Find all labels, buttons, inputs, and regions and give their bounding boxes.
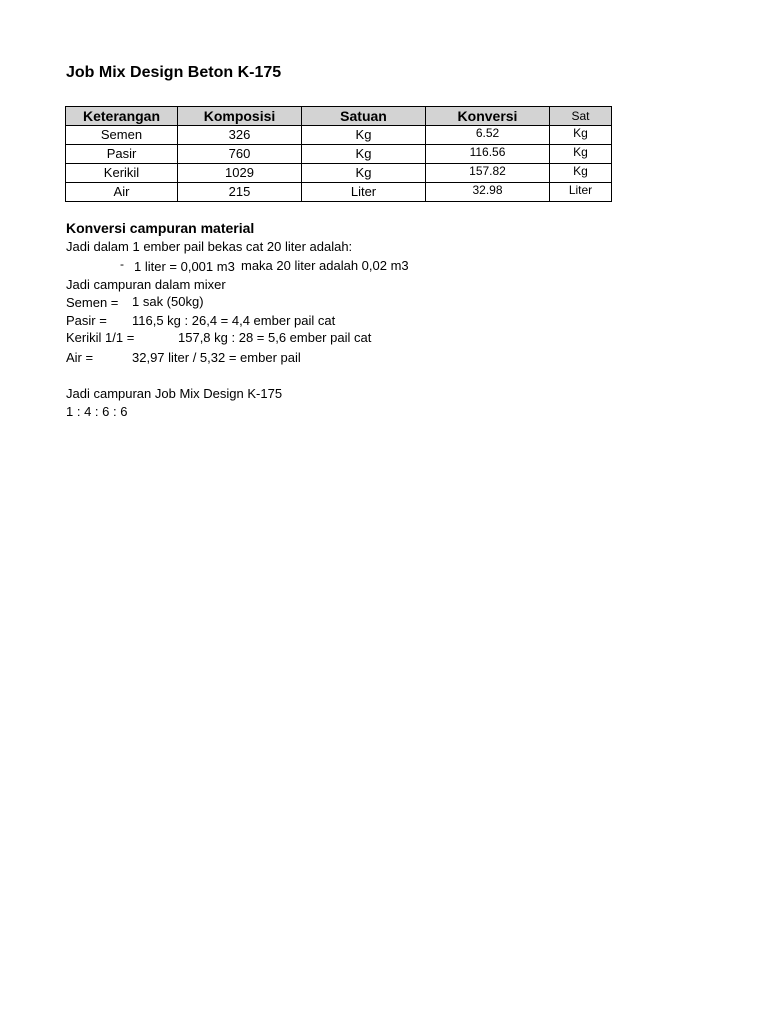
column-header-komposisi: Komposisi: [178, 107, 302, 126]
conversion-heading: Konversi campuran material: [66, 220, 255, 236]
table-row: [66, 164, 612, 183]
item-label-pasir: Pasir =: [66, 313, 107, 328]
table-cell: 326: [178, 126, 302, 145]
table-cell: Kg: [550, 164, 612, 183]
table-cell: Kerikil: [66, 164, 178, 183]
job-mix-table: [65, 106, 612, 202]
mix-ratio: 1 : 4 : 6 : 6: [66, 404, 128, 419]
item-value-semen: 1 sak (50kg): [132, 294, 204, 309]
conversion-intro: Jadi dalam 1 ember pail bekas cat 20 liter adalah:: [66, 239, 353, 254]
item-label-semen: Semen =: [66, 295, 119, 310]
table-header-row: [66, 107, 612, 126]
table-cell: Liter: [302, 183, 426, 202]
table-cell: 215: [178, 183, 302, 202]
table-cell: Kg: [550, 145, 612, 164]
item-value-pasir: 116,5 kg : 26,4 = 4,4 ember pail cat: [132, 313, 336, 328]
table-cell: Air: [66, 183, 178, 202]
column-header-keterangan: Keterangan: [66, 107, 178, 126]
table-row: [66, 183, 612, 202]
bullet-dash: -: [120, 257, 124, 271]
table-cell: Kg: [302, 164, 426, 183]
table-row: [66, 126, 612, 145]
bullet-text: 1 liter = 0,001 m3: [134, 259, 235, 274]
table-cell: 157.82: [426, 164, 550, 183]
summary-label: Jadi campuran Job Mix Design K-175: [66, 386, 283, 401]
table-cell: Liter: [550, 183, 612, 202]
table-cell: Kg: [302, 126, 426, 145]
table-cell: Pasir: [66, 145, 178, 164]
item-value-kerikil: 157,8 kg : 28 = 5,6 ember pail cat: [178, 330, 372, 345]
mixer-intro: Jadi campuran dalam mixer: [66, 277, 226, 292]
document-title: Job Mix Design Beton K-175: [66, 64, 282, 81]
column-header-konversi: Konversi: [426, 107, 550, 126]
table-cell: Semen: [66, 126, 178, 145]
table-cell: Kg: [550, 126, 612, 145]
column-header-satuan: Satuan: [302, 107, 426, 126]
table-cell: Kg: [302, 145, 426, 164]
item-label-air: Air =: [66, 350, 94, 365]
item-value-air: 32,97 liter / 5,32 = ember pail: [132, 350, 301, 365]
table-row: [66, 145, 612, 164]
table-cell: 1029: [178, 164, 302, 183]
item-label-kerikil: Kerikil 1/1 =: [66, 330, 135, 345]
table-cell: 116.56: [426, 145, 550, 164]
bullet-text-continuation: maka 20 liter adalah 0,02 m3: [241, 258, 409, 273]
column-header-sat: Sat: [550, 107, 612, 126]
table-cell: 6.52: [426, 126, 550, 145]
table-cell: 32.98: [426, 183, 550, 202]
table-cell: 760: [178, 145, 302, 164]
